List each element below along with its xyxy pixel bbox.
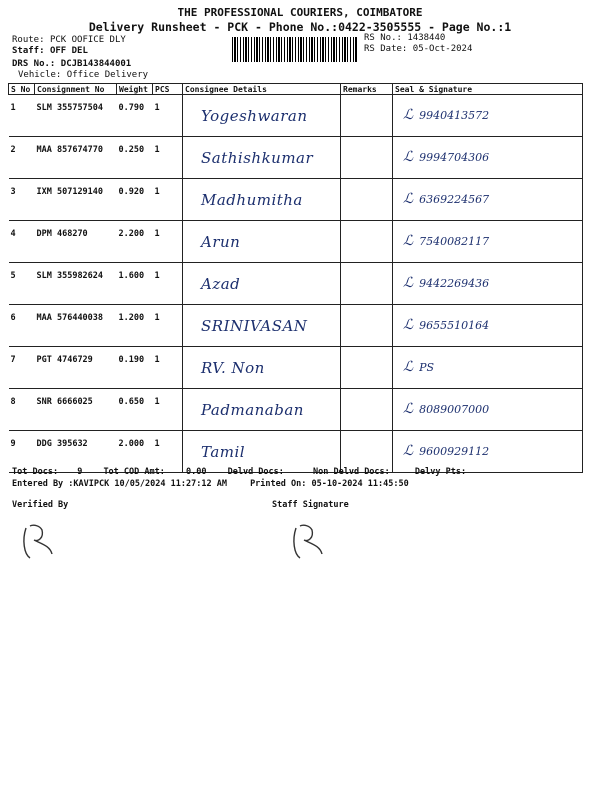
signature-handwriting xyxy=(395,145,580,165)
printed-on: Printed On: 05-10-2024 11:45:50 xyxy=(250,479,409,489)
row-weight: 0.790 xyxy=(117,95,153,137)
drs-line xyxy=(12,59,131,70)
row-signature xyxy=(393,347,583,389)
row-weight: 2.200 xyxy=(117,221,153,263)
row-signature xyxy=(393,137,583,179)
row-consignment-no: MAA 576440038 xyxy=(35,305,117,347)
row-consignee xyxy=(183,305,341,347)
table-row xyxy=(9,263,583,305)
drs-value: DCJB143844001 xyxy=(60,59,132,69)
signature-phone: 8089007000 xyxy=(419,403,490,416)
signature-scribble-icon: ℒ xyxy=(403,401,414,417)
row-weight: 0.650 xyxy=(117,389,153,431)
row-weight: 0.190 xyxy=(117,347,153,389)
row-signature xyxy=(393,221,583,263)
row-sno: 8 xyxy=(9,389,35,431)
consignee-handwriting: Madhumitha xyxy=(201,191,303,209)
signature-phone: 9940413572 xyxy=(419,109,490,122)
signature-phone: 9655510164 xyxy=(419,319,490,332)
signature-handwriting xyxy=(395,439,580,459)
non-delvd-docs-label: Non Delvd Docs: xyxy=(313,467,390,477)
row-sno: 7 xyxy=(9,347,35,389)
row-sno: 2 xyxy=(9,137,35,179)
signature-scribble-icon: ℒ xyxy=(403,149,414,165)
row-pcs: 1 xyxy=(153,347,183,389)
company-title: THE PROFESSIONAL COURIERS, COIMBATORE xyxy=(177,6,423,19)
route-value: PCK OOFICE DLY xyxy=(49,35,126,45)
row-pcs: 1 xyxy=(153,305,183,347)
staff-signature-label: Staff Signature xyxy=(272,500,349,510)
row-sno: 5 xyxy=(9,263,35,305)
rs-no-label: RS No.: xyxy=(364,33,402,43)
route-line xyxy=(12,35,126,46)
signature-handwriting xyxy=(395,271,580,291)
row-consignee xyxy=(183,389,341,431)
row-weight: 2.000 xyxy=(117,431,153,473)
barcode-image xyxy=(232,37,358,62)
signature-phone: 9994704306 xyxy=(419,151,490,164)
consignee-handwriting: Padmanaban xyxy=(201,401,304,419)
signature-handwriting xyxy=(395,313,580,333)
row-pcs: 1 xyxy=(153,221,183,263)
header-seal-signature: Seal & Signature xyxy=(393,84,583,95)
row-consignee xyxy=(183,347,341,389)
route-label: Route: xyxy=(12,35,45,45)
tot-docs-label: Tot Docs: xyxy=(12,467,59,477)
row-remarks xyxy=(341,95,393,137)
header-pcs: PCS xyxy=(153,84,183,95)
consignee-handwriting: Arun xyxy=(201,233,241,251)
verified-signature-mark xyxy=(20,520,56,562)
row-consignment-no: MAA 857674770 xyxy=(35,137,117,179)
header-sno: S No xyxy=(9,84,35,95)
row-remarks xyxy=(341,347,393,389)
table-row xyxy=(9,95,583,137)
consignee-handwriting: Azad xyxy=(201,275,241,293)
rs-date-line xyxy=(364,44,472,55)
row-consignee xyxy=(183,221,341,263)
row-pcs: 1 xyxy=(153,137,183,179)
delvy-pts-label: Delvy Pts: xyxy=(414,467,467,477)
signature-handwriting xyxy=(395,103,580,123)
row-consignee xyxy=(183,263,341,305)
rs-date-label: RS Date: xyxy=(364,44,408,54)
row-sno: 9 xyxy=(9,431,35,473)
rs-no-line xyxy=(364,33,445,44)
row-weight: 0.920 xyxy=(117,179,153,221)
table-row xyxy=(9,221,583,263)
signature-handwriting xyxy=(395,229,580,249)
consignee-handwriting: SRINIVASAN xyxy=(201,317,308,335)
signature-scribble-icon: ℒ xyxy=(403,359,414,375)
row-signature xyxy=(393,179,583,221)
runsheet-table xyxy=(8,83,582,473)
table-body xyxy=(9,95,583,473)
table-row xyxy=(9,389,583,431)
tot-cod-value: 0.00 xyxy=(185,467,207,477)
staff-label: Staff: xyxy=(12,46,45,56)
row-pcs: 1 xyxy=(153,389,183,431)
row-pcs: 1 xyxy=(153,431,183,473)
row-remarks xyxy=(341,221,393,263)
signature-handwriting xyxy=(395,187,580,207)
row-remarks xyxy=(341,305,393,347)
row-remarks xyxy=(341,179,393,221)
signature-scribble-icon: ℒ xyxy=(403,275,414,291)
drs-label: DRS No.: xyxy=(12,59,56,69)
table-row xyxy=(9,347,583,389)
signature-handwriting xyxy=(395,397,580,417)
row-consignment-no: PGT 4746729 xyxy=(35,347,117,389)
row-pcs: 1 xyxy=(153,95,183,137)
row-consignment-no: SLM 355757504 xyxy=(35,95,117,137)
staff-line xyxy=(12,46,88,57)
row-weight: 1.600 xyxy=(117,263,153,305)
tot-cod-label: Tot COD Amt: xyxy=(103,467,165,477)
signature-scribble-icon: ℒ xyxy=(403,191,414,207)
row-sno: 1 xyxy=(9,95,35,137)
table-row xyxy=(9,179,583,221)
header-weight: Weight xyxy=(117,84,153,95)
signature-phone: 6369224567 xyxy=(419,193,490,206)
staff-value: OFF DEL xyxy=(49,46,88,56)
header-consignment-no: Consignment No xyxy=(35,84,117,95)
row-consignee xyxy=(183,95,341,137)
row-sno: 4 xyxy=(9,221,35,263)
consignee-handwriting: Tamil xyxy=(201,443,246,461)
entered-by: Entered By :KAVIPCK 10/05/2024 11:27:12 AM xyxy=(12,479,227,489)
row-weight: 1.200 xyxy=(117,305,153,347)
vehicle-value: Office Delivery xyxy=(66,70,149,80)
header-consignee-details: Consignee Details xyxy=(183,84,341,95)
row-remarks xyxy=(341,137,393,179)
row-consignment-no: DDG 395632 xyxy=(35,431,117,473)
table-row xyxy=(9,305,583,347)
row-pcs: 1 xyxy=(153,263,183,305)
tot-docs-value: 9 xyxy=(77,467,83,477)
row-signature xyxy=(393,95,583,137)
runsheet-subtitle: Delivery Runsheet - PCK - Phone No.:0422-3505555 - Page No.:1 xyxy=(88,20,512,34)
rs-no-value: 1438440 xyxy=(407,33,446,43)
row-remarks xyxy=(341,389,393,431)
row-consignment-no: SLM 355982624 xyxy=(35,263,117,305)
row-consignment-no: DPM 468270 xyxy=(35,221,117,263)
row-sno: 3 xyxy=(9,179,35,221)
row-pcs: 1 xyxy=(153,179,183,221)
staff-signature-mark xyxy=(290,520,326,562)
rs-date-value: 05-Oct-2024 xyxy=(412,44,473,54)
signature-phone: 9442269436 xyxy=(419,277,490,290)
row-consignment-no: SNR 6666025 xyxy=(35,389,117,431)
signature-phone: PS xyxy=(419,361,435,374)
row-consignment-no: IXM 507129140 xyxy=(35,179,117,221)
consignee-handwriting: Yogeshwaran xyxy=(201,107,308,125)
row-weight: 0.250 xyxy=(117,137,153,179)
signature-scribble-icon: ℒ xyxy=(403,107,414,123)
delvd-docs-label: Delvd Docs: xyxy=(227,467,284,477)
table-header-row xyxy=(9,84,583,95)
header-remarks: Remarks xyxy=(341,84,393,95)
row-sno: 6 xyxy=(9,305,35,347)
row-consignee xyxy=(183,179,341,221)
consignee-handwriting: RV. Non xyxy=(201,359,265,377)
verified-by-label: Verified By xyxy=(12,500,69,510)
row-consignee xyxy=(183,137,341,179)
vehicle-line xyxy=(18,70,148,81)
row-signature xyxy=(393,389,583,431)
row-remarks xyxy=(341,263,393,305)
signature-scribble-icon: ℒ xyxy=(403,233,414,249)
consignee-handwriting: Sathishkumar xyxy=(201,149,314,167)
row-signature xyxy=(393,263,583,305)
table-row xyxy=(9,137,583,179)
signature-phone: 9600929112 xyxy=(419,445,490,458)
totals-line xyxy=(12,467,466,477)
signature-scribble-icon: ℒ xyxy=(403,443,414,459)
row-signature xyxy=(393,305,583,347)
signature-scribble-icon: ℒ xyxy=(403,317,414,333)
signature-phone: 7540082117 xyxy=(419,235,490,248)
entry-line xyxy=(12,479,409,489)
vehicle-label: Vehicle: xyxy=(18,70,62,80)
signature-handwriting xyxy=(395,355,580,375)
